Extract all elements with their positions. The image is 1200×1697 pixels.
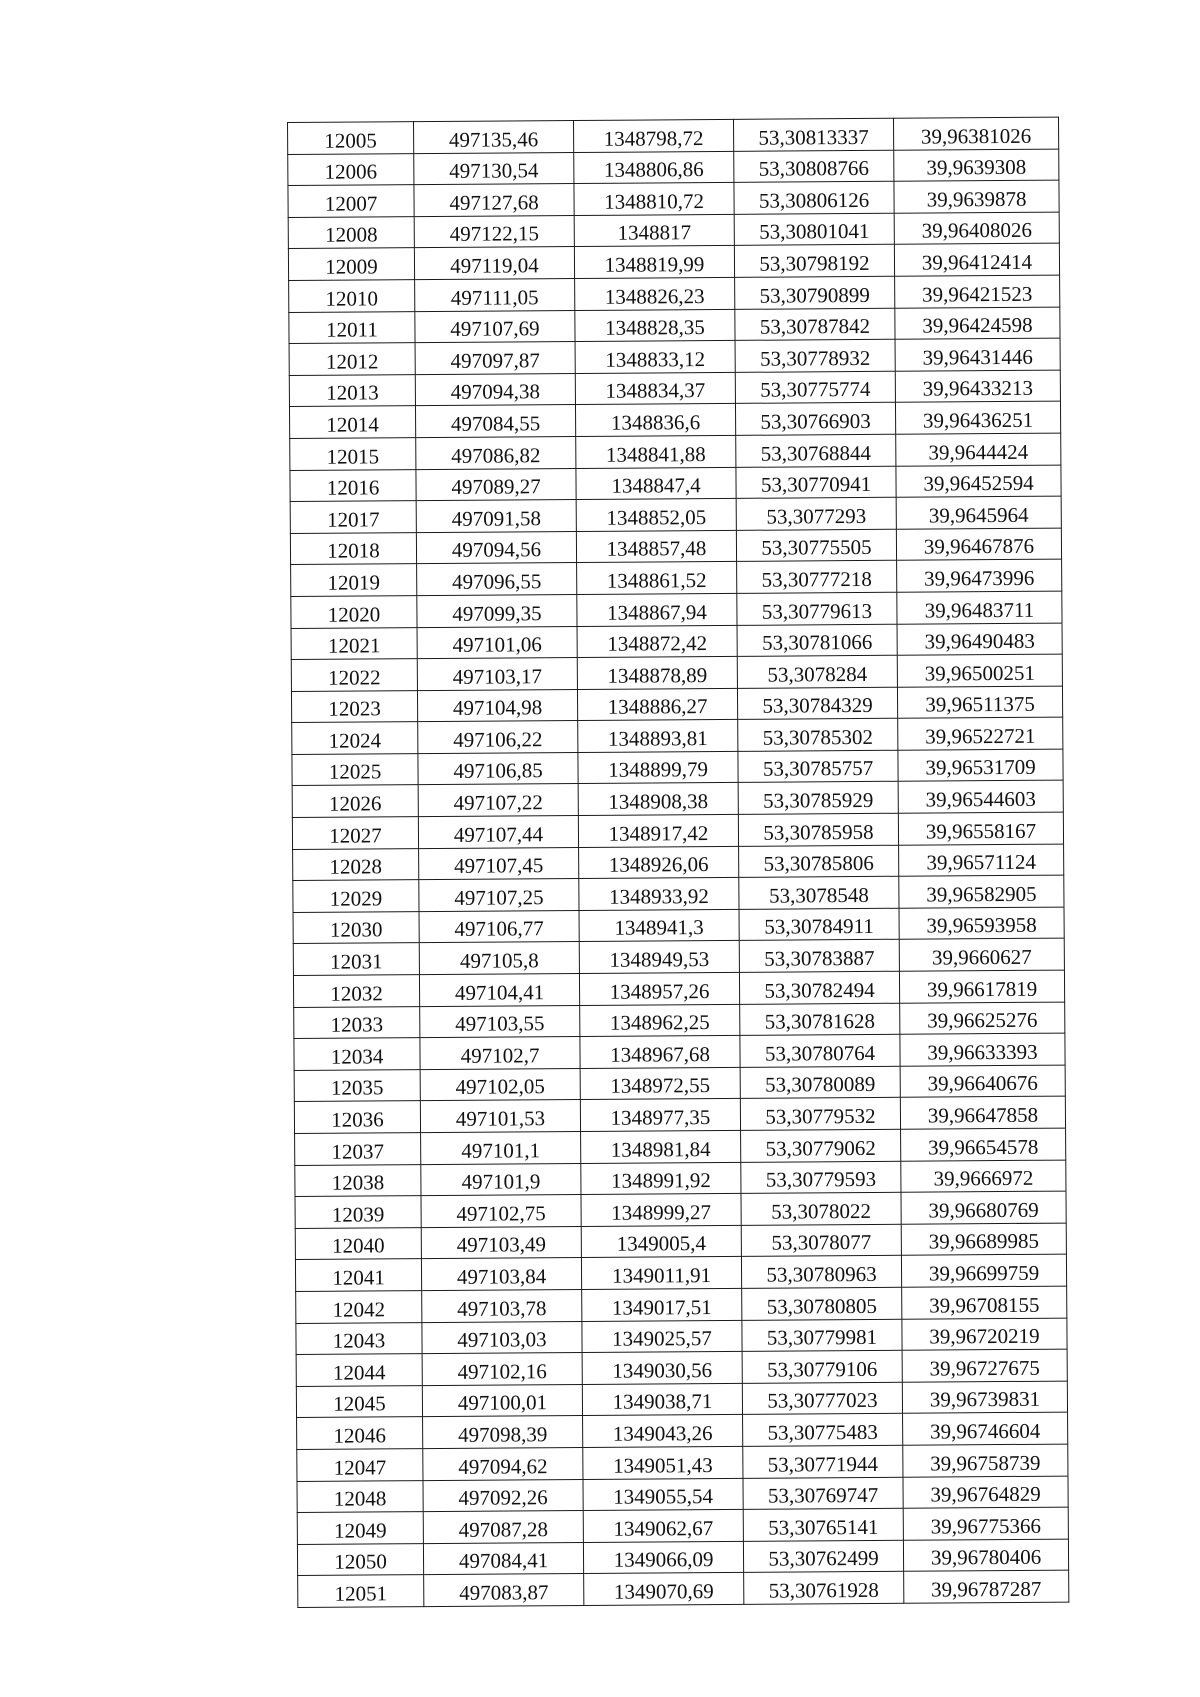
longitude-cell: 39,9645964 — [896, 496, 1061, 529]
longitude-cell: 39,96689985 — [901, 1223, 1066, 1256]
longitude-cell: 39,96544603 — [898, 781, 1063, 814]
point-number-cell: 12022 — [291, 659, 417, 691]
point-number-cell: 12023 — [291, 690, 417, 722]
x-coordinate-cell: 497102,16 — [422, 1353, 582, 1386]
x-coordinate-cell: 497107,44 — [418, 816, 578, 849]
point-number-cell: 12024 — [292, 722, 418, 754]
point-number-cell: 12047 — [297, 1449, 423, 1481]
table-row — [294, 1033, 1065, 1070]
point-number-cell: 12043 — [296, 1322, 422, 1354]
longitude-cell: 39,96473996 — [897, 559, 1062, 592]
point-number-cell: 12050 — [297, 1543, 423, 1575]
x-coordinate-cell: 497101,1 — [421, 1131, 581, 1164]
x-coordinate-cell: 497097,87 — [415, 342, 575, 375]
y-coordinate-cell: 1348957,26 — [579, 972, 739, 1005]
longitude-cell: 39,96452594 — [896, 465, 1061, 498]
x-coordinate-cell: 497083,87 — [424, 1574, 584, 1607]
x-coordinate-cell: 497099,35 — [417, 594, 577, 627]
y-coordinate-cell: 1348806,86 — [574, 151, 734, 184]
table-row — [288, 149, 1059, 186]
table-row — [290, 433, 1061, 470]
y-coordinate-cell: 1348826,23 — [575, 277, 735, 310]
longitude-cell: 39,96625276 — [900, 1002, 1065, 1035]
y-coordinate-cell: 1349062,67 — [583, 1509, 743, 1542]
x-coordinate-cell: 497084,55 — [415, 405, 575, 438]
y-coordinate-cell: 1348847,4 — [576, 467, 736, 500]
longitude-cell: 39,96780406 — [903, 1539, 1068, 1572]
point-number-cell: 12051 — [298, 1575, 424, 1607]
latitude-cell: 53,30780089 — [740, 1066, 900, 1099]
table-row — [297, 1444, 1068, 1481]
longitude-cell: 39,96531709 — [898, 749, 1063, 782]
latitude-cell: 53,30784911 — [739, 908, 899, 941]
table-row — [295, 1160, 1066, 1197]
latitude-cell: 53,30779593 — [741, 1161, 901, 1194]
latitude-cell: 53,30808766 — [734, 150, 894, 183]
longitude-cell: 39,96708155 — [902, 1286, 1067, 1319]
table-row — [288, 180, 1059, 217]
longitude-cell: 39,96467876 — [896, 528, 1061, 561]
point-number-cell: 12021 — [291, 627, 417, 659]
latitude-cell: 53,30785806 — [739, 845, 899, 878]
x-coordinate-cell: 497091,58 — [416, 500, 576, 533]
longitude-cell: 39,96699759 — [901, 1254, 1066, 1287]
latitude-cell: 53,30778932 — [735, 339, 895, 372]
y-coordinate-cell: 1348852,05 — [576, 498, 736, 531]
latitude-cell: 53,30784329 — [737, 687, 897, 720]
table-row — [294, 1096, 1065, 1133]
y-coordinate-cell: 1348834,37 — [575, 372, 735, 405]
table-row — [291, 591, 1062, 628]
longitude-cell: 39,96500251 — [897, 654, 1062, 687]
x-coordinate-cell: 497101,06 — [417, 626, 577, 659]
x-coordinate-cell: 497103,78 — [422, 1289, 582, 1322]
longitude-cell: 39,96727675 — [902, 1349, 1067, 1382]
x-coordinate-cell: 497102,05 — [420, 1068, 580, 1101]
latitude-cell: 53,30782494 — [739, 971, 899, 1004]
longitude-cell: 39,96746604 — [903, 1412, 1068, 1445]
point-number-cell: 12038 — [295, 1164, 421, 1196]
y-coordinate-cell: 1348962,25 — [580, 1004, 740, 1037]
table-row — [294, 1002, 1065, 1039]
latitude-cell: 53,30780963 — [741, 1256, 901, 1289]
x-coordinate-cell: 497106,77 — [419, 910, 579, 943]
y-coordinate-cell: 1348878,89 — [577, 656, 737, 689]
y-coordinate-cell: 1349043,26 — [583, 1415, 743, 1448]
table-row — [296, 1381, 1067, 1418]
longitude-cell: 39,96640676 — [900, 1065, 1065, 1098]
y-coordinate-cell: 1348817 — [574, 214, 734, 247]
point-number-cell: 12011 — [289, 311, 415, 343]
latitude-cell: 53,30761928 — [744, 1572, 904, 1605]
y-coordinate-cell: 1349030,56 — [582, 1352, 742, 1385]
y-coordinate-cell: 1348981,84 — [581, 1130, 741, 1163]
longitude-cell: 39,96593958 — [899, 907, 1064, 940]
latitude-cell: 53,30790899 — [735, 276, 895, 309]
latitude-cell: 53,30785958 — [738, 813, 898, 846]
longitude-cell: 39,96647858 — [900, 1096, 1065, 1129]
point-number-cell: 12035 — [294, 1069, 420, 1101]
latitude-cell: 53,30801041 — [734, 213, 894, 246]
y-coordinate-cell: 1348828,35 — [575, 309, 735, 342]
point-number-cell: 12046 — [297, 1417, 423, 1449]
longitude-cell: 39,96764829 — [903, 1476, 1068, 1509]
longitude-cell: 39,96739831 — [902, 1381, 1067, 1414]
table-row — [289, 307, 1060, 344]
point-number-cell: 12048 — [297, 1480, 423, 1512]
latitude-cell: 53,30775483 — [743, 1414, 903, 1447]
table-row — [290, 465, 1061, 502]
longitude-cell: 39,96617819 — [899, 970, 1064, 1003]
y-coordinate-cell: 1348908,38 — [578, 783, 738, 816]
point-number-cell: 12005 — [288, 122, 414, 154]
x-coordinate-cell: 497104,41 — [419, 974, 579, 1007]
point-number-cell: 12007 — [288, 185, 414, 217]
y-coordinate-cell: 1348949,53 — [579, 941, 739, 974]
y-coordinate-cell: 1348899,79 — [578, 751, 738, 784]
x-coordinate-cell: 497101,53 — [420, 1100, 580, 1133]
latitude-cell: 53,30780764 — [740, 1034, 900, 1067]
y-coordinate-cell: 1349070,69 — [584, 1573, 744, 1606]
table-row — [292, 781, 1063, 818]
x-coordinate-cell: 497103,55 — [420, 1005, 580, 1038]
x-coordinate-cell: 497096,55 — [417, 563, 577, 596]
latitude-cell: 53,30781066 — [737, 624, 897, 657]
x-coordinate-cell: 497101,9 — [421, 1163, 581, 1196]
y-coordinate-cell: 1348917,42 — [578, 814, 738, 847]
y-coordinate-cell: 1348941,3 — [579, 909, 739, 942]
table-row — [294, 1065, 1065, 1102]
latitude-cell: 53,30765141 — [743, 1508, 903, 1541]
table-row — [295, 1191, 1066, 1228]
longitude-cell: 39,96381026 — [893, 117, 1058, 150]
coordinates-table-body — [288, 117, 1069, 1607]
longitude-cell: 39,9666972 — [901, 1160, 1066, 1193]
longitude-cell: 39,96758739 — [903, 1444, 1068, 1477]
y-coordinate-cell: 1348999,27 — [581, 1194, 741, 1227]
latitude-cell: 53,30768844 — [736, 434, 896, 467]
table-row — [295, 1128, 1066, 1165]
table-row — [295, 1223, 1066, 1260]
table-row — [293, 844, 1064, 881]
table-row — [296, 1286, 1067, 1323]
table-row — [296, 1318, 1067, 1355]
point-number-cell: 12020 — [291, 596, 417, 628]
longitude-cell: 39,96433213 — [895, 370, 1060, 403]
x-coordinate-cell: 497086,82 — [416, 436, 576, 469]
y-coordinate-cell: 1348857,48 — [576, 530, 736, 563]
x-coordinate-cell: 497094,56 — [416, 531, 576, 564]
y-coordinate-cell: 1348872,42 — [577, 625, 737, 658]
table-row — [293, 939, 1064, 976]
point-number-cell: 12015 — [290, 438, 416, 470]
latitude-cell: 53,30762499 — [743, 1540, 903, 1573]
latitude-cell: 53,30798192 — [734, 245, 894, 278]
point-number-cell: 12014 — [289, 406, 415, 438]
latitude-cell: 53,30779106 — [742, 1350, 902, 1383]
longitude-cell: 39,96654578 — [901, 1128, 1066, 1161]
point-number-cell: 12018 — [290, 532, 416, 564]
y-coordinate-cell: 1348893,81 — [578, 720, 738, 753]
latitude-cell: 53,3078284 — [737, 655, 897, 688]
point-number-cell: 12032 — [293, 975, 419, 1007]
y-coordinate-cell: 1348972,55 — [580, 1067, 740, 1100]
table-row — [293, 970, 1064, 1007]
point-number-cell: 12012 — [289, 343, 415, 375]
longitude-cell: 39,96787287 — [904, 1570, 1069, 1603]
table-row — [292, 717, 1063, 754]
point-number-cell: 12027 — [292, 817, 418, 849]
longitude-cell: 39,96633393 — [900, 1033, 1065, 1066]
x-coordinate-cell: 497102,75 — [421, 1195, 581, 1228]
table-row — [289, 370, 1060, 407]
point-number-cell: 12031 — [293, 943, 419, 975]
point-number-cell: 12028 — [293, 848, 419, 880]
x-coordinate-cell: 497092,26 — [423, 1479, 583, 1512]
longitude-cell: 39,96424598 — [895, 307, 1060, 340]
y-coordinate-cell: 1349011,91 — [581, 1257, 741, 1290]
longitude-cell: 39,9644424 — [896, 433, 1061, 466]
longitude-cell: 39,9639878 — [894, 180, 1059, 213]
latitude-cell: 53,3078022 — [741, 1192, 901, 1225]
point-number-cell: 12026 — [292, 785, 418, 817]
latitude-cell: 53,3077293 — [736, 497, 896, 530]
point-number-cell: 12041 — [295, 1259, 421, 1291]
x-coordinate-cell: 497087,28 — [423, 1511, 583, 1544]
y-coordinate-cell: 1349017,51 — [582, 1288, 742, 1321]
table-row — [297, 1507, 1068, 1544]
table-row — [291, 623, 1062, 660]
latitude-cell: 53,30777023 — [742, 1382, 902, 1415]
longitude-cell: 39,96775366 — [903, 1507, 1068, 1540]
point-number-cell: 12037 — [295, 1133, 421, 1165]
longitude-cell: 39,9660627 — [899, 939, 1064, 972]
x-coordinate-cell: 497103,17 — [417, 658, 577, 691]
latitude-cell: 53,30770941 — [736, 466, 896, 499]
x-coordinate-cell: 497103,84 — [421, 1258, 581, 1291]
latitude-cell: 53,30775505 — [736, 529, 896, 562]
point-number-cell: 12019 — [291, 564, 417, 596]
y-coordinate-cell: 1349051,43 — [583, 1446, 743, 1479]
x-coordinate-cell: 497103,49 — [421, 1226, 581, 1259]
table-row — [291, 559, 1062, 596]
x-coordinate-cell: 497106,85 — [418, 752, 578, 785]
y-coordinate-cell: 1349038,71 — [582, 1383, 742, 1416]
table-row — [292, 812, 1063, 849]
x-coordinate-cell: 497107,22 — [418, 784, 578, 817]
table-row — [288, 212, 1059, 249]
x-coordinate-cell: 497098,39 — [423, 1416, 583, 1449]
y-coordinate-cell: 1348926,06 — [579, 846, 739, 879]
latitude-cell: 53,30766903 — [735, 403, 895, 436]
table-row — [290, 496, 1061, 533]
point-number-cell: 12013 — [289, 374, 415, 406]
longitude-cell: 39,96412414 — [894, 243, 1059, 276]
table-row — [297, 1476, 1068, 1513]
latitude-cell: 53,30781628 — [740, 1003, 900, 1036]
y-coordinate-cell: 1348841,88 — [576, 435, 736, 468]
point-number-cell: 12010 — [289, 280, 415, 312]
x-coordinate-cell: 497135,46 — [414, 120, 574, 153]
longitude-cell: 39,96408026 — [894, 212, 1059, 245]
longitude-cell: 39,96522721 — [898, 717, 1063, 750]
table-row — [289, 275, 1060, 312]
longitude-cell: 39,96571124 — [899, 844, 1064, 877]
x-coordinate-cell: 497094,38 — [415, 373, 575, 406]
point-number-cell: 12036 — [294, 1101, 420, 1133]
point-number-cell: 12017 — [290, 501, 416, 533]
y-coordinate-cell: 1348991,92 — [581, 1162, 741, 1195]
point-number-cell: 12029 — [293, 880, 419, 912]
x-coordinate-cell: 497103,03 — [422, 1321, 582, 1354]
y-coordinate-cell: 1349025,57 — [582, 1320, 742, 1353]
point-number-cell: 12030 — [293, 911, 419, 943]
x-coordinate-cell: 497130,54 — [414, 152, 574, 185]
table-row — [293, 907, 1064, 944]
x-coordinate-cell: 497100,01 — [422, 1384, 582, 1417]
x-coordinate-cell: 497084,41 — [423, 1542, 583, 1575]
y-coordinate-cell: 1349055,54 — [583, 1478, 743, 1511]
latitude-cell: 53,30775774 — [735, 371, 895, 404]
point-number-cell: 12009 — [288, 248, 414, 280]
latitude-cell: 53,30779613 — [737, 592, 897, 625]
latitude-cell: 53,3078077 — [741, 1224, 901, 1257]
x-coordinate-cell: 497089,27 — [416, 468, 576, 501]
point-number-cell: 12016 — [290, 469, 416, 501]
x-coordinate-cell: 497122,15 — [414, 215, 574, 248]
table-row — [289, 338, 1060, 375]
y-coordinate-cell: 1348977,35 — [580, 1099, 740, 1132]
table-row — [291, 654, 1062, 691]
latitude-cell: 53,30780805 — [742, 1287, 902, 1320]
y-coordinate-cell: 1348886,27 — [577, 688, 737, 721]
table-row — [291, 686, 1062, 723]
longitude-cell: 39,96490483 — [897, 623, 1062, 656]
longitude-cell: 39,9639308 — [894, 149, 1059, 182]
point-number-cell: 12006 — [288, 153, 414, 185]
point-number-cell: 12045 — [296, 1385, 422, 1417]
longitude-cell: 39,96421523 — [895, 275, 1060, 308]
longitude-cell: 39,96436251 — [895, 401, 1060, 434]
point-number-cell: 12039 — [295, 1196, 421, 1228]
point-number-cell: 12008 — [288, 216, 414, 248]
x-coordinate-cell: 497102,7 — [420, 1037, 580, 1070]
latitude-cell: 53,30787842 — [735, 308, 895, 341]
x-coordinate-cell: 497127,68 — [414, 184, 574, 217]
y-coordinate-cell: 1348798,72 — [573, 119, 733, 152]
y-coordinate-cell: 1348819,99 — [574, 246, 734, 279]
x-coordinate-cell: 497105,8 — [419, 942, 579, 975]
table-row — [292, 749, 1063, 786]
y-coordinate-cell: 1348810,72 — [574, 183, 734, 216]
latitude-cell: 53,30779532 — [740, 1098, 900, 1131]
table-row — [295, 1254, 1066, 1291]
x-coordinate-cell: 497106,22 — [418, 721, 578, 754]
point-number-cell: 12040 — [295, 1227, 421, 1259]
x-coordinate-cell: 497104,98 — [417, 689, 577, 722]
y-coordinate-cell: 1348867,94 — [577, 593, 737, 626]
coordinates-table — [287, 117, 1069, 1608]
latitude-cell: 53,30779062 — [741, 1129, 901, 1162]
latitude-cell: 53,30785302 — [738, 719, 898, 752]
point-number-cell: 12044 — [296, 1354, 422, 1386]
latitude-cell: 53,30777218 — [737, 561, 897, 594]
x-coordinate-cell: 497094,62 — [423, 1447, 583, 1480]
latitude-cell: 53,30785929 — [738, 782, 898, 815]
table-row — [293, 875, 1064, 912]
table-row — [288, 243, 1059, 280]
latitude-cell: 53,30785757 — [738, 750, 898, 783]
table-row — [296, 1349, 1067, 1386]
latitude-cell: 53,30806126 — [734, 181, 894, 214]
latitude-cell: 53,30769747 — [743, 1477, 903, 1510]
y-coordinate-cell: 1348833,12 — [575, 341, 735, 374]
x-coordinate-cell: 497119,04 — [414, 247, 574, 280]
latitude-cell: 53,30779981 — [742, 1319, 902, 1352]
y-coordinate-cell: 1348967,68 — [580, 1036, 740, 1069]
longitude-cell: 39,96511375 — [897, 686, 1062, 719]
latitude-cell: 53,30813337 — [733, 118, 893, 151]
latitude-cell: 53,30771944 — [743, 1445, 903, 1478]
point-number-cell: 12042 — [296, 1291, 422, 1323]
table-row — [297, 1539, 1068, 1576]
x-coordinate-cell: 497107,25 — [419, 879, 579, 912]
longitude-cell: 39,96720219 — [902, 1318, 1067, 1351]
table-row — [288, 117, 1059, 154]
latitude-cell: 53,3078548 — [739, 876, 899, 909]
point-number-cell: 12034 — [294, 1038, 420, 1070]
longitude-cell: 39,96431446 — [895, 338, 1060, 371]
longitude-cell: 39,96483711 — [897, 591, 1062, 624]
y-coordinate-cell: 1348836,6 — [575, 404, 735, 437]
x-coordinate-cell: 497111,05 — [415, 278, 575, 311]
table-row — [289, 401, 1060, 438]
point-number-cell: 12049 — [297, 1512, 423, 1544]
table-row — [298, 1570, 1069, 1607]
longitude-cell: 39,96558167 — [898, 812, 1063, 845]
point-number-cell: 12025 — [292, 753, 418, 785]
latitude-cell: 53,30783887 — [739, 940, 899, 973]
point-number-cell: 12033 — [294, 1006, 420, 1038]
y-coordinate-cell: 1349066,09 — [583, 1541, 743, 1574]
y-coordinate-cell: 1349005,4 — [581, 1225, 741, 1258]
y-coordinate-cell: 1348933,92 — [579, 878, 739, 911]
longitude-cell: 39,96582905 — [899, 875, 1064, 908]
x-coordinate-cell: 497107,69 — [415, 310, 575, 343]
longitude-cell: 39,96680769 — [901, 1191, 1066, 1224]
table-row — [297, 1412, 1068, 1449]
y-coordinate-cell: 1348861,52 — [577, 562, 737, 595]
table-row — [290, 528, 1061, 565]
x-coordinate-cell: 497107,45 — [419, 847, 579, 880]
